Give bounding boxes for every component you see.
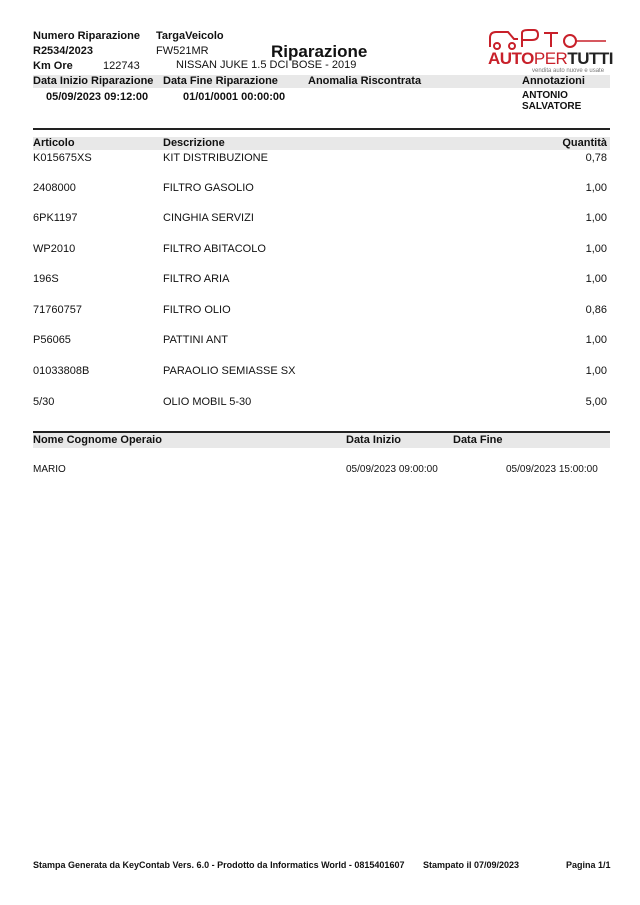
worker-start: 05/09/2023 09:00:00 — [346, 464, 438, 475]
row-code: WP2010 — [33, 243, 76, 255]
row-quantity: 1,00 — [585, 334, 607, 346]
row-quantity: 1,00 — [585, 273, 607, 285]
row-code: 01033808B — [33, 365, 90, 377]
repair-number-label: Numero Riparazione — [33, 30, 140, 42]
footer-page-number: Pagina 1/1 — [566, 860, 611, 870]
km-value: 122743 — [103, 60, 140, 72]
start-date-value: 05/09/2023 09:12:00 — [46, 91, 149, 103]
row-quantity: 1,00 — [585, 365, 607, 377]
repair-number-value: R2534/2023 — [33, 45, 93, 57]
plate-value: FW521MR — [156, 45, 209, 57]
row-description: PATTINI ANT — [163, 334, 228, 346]
footer-printed-date: Stampato il 07/09/2023 — [423, 860, 520, 870]
col-worker-end: Data Fine — [453, 434, 503, 446]
row-description: FILTRO ARIA — [163, 273, 230, 285]
worker-name: MARIO — [33, 464, 66, 475]
row-code: 71760757 — [33, 304, 82, 316]
row-code: K015675XS — [33, 152, 92, 164]
row-quantity: 1,00 — [585, 212, 607, 224]
row-code: 6PK1197 — [33, 212, 78, 224]
row-quantity: 5,00 — [585, 396, 607, 408]
footer-generated: Stampa Generata da KeyContab Vers. 6.0 - Prodotto da Informatics World - 0815401607 — [33, 860, 405, 870]
vehicle-model: NISSAN JUKE 1.5 DCI BOSE - 2019 — [176, 59, 357, 71]
notes-value-line2: SALVATORE — [522, 101, 582, 112]
row-quantity: 1,00 — [585, 182, 607, 194]
col-worker-name: Nome Cognome Operaio — [33, 434, 162, 446]
end-date-value: 01/01/0001 00:00:00 — [183, 91, 286, 103]
logo-tagline: vendita auto nuove e usate — [532, 68, 605, 74]
notes-label: Annotazioni — [522, 75, 585, 87]
row-description: FILTRO GASOLIO — [163, 182, 254, 194]
notes-value-line1: ANTONIO — [522, 90, 568, 101]
plate-label: TargaVeicolo — [156, 30, 224, 42]
col-article: Articolo — [33, 137, 75, 149]
col-worker-start: Data Inizio — [346, 434, 402, 446]
anomaly-label: Anomalia Riscontrata — [308, 75, 422, 87]
articles-top-rule — [33, 128, 610, 130]
row-description: OLIO MOBIL 5-30 — [163, 396, 252, 408]
start-date-label: Data Inizio Riparazione — [33, 75, 154, 87]
row-code: 196S — [33, 273, 59, 285]
km-label: Km Ore — [33, 60, 73, 72]
row-code: 2408000 — [33, 182, 76, 194]
row-description: PARAOLIO SEMIASSE SX — [163, 365, 296, 377]
row-quantity: 1,00 — [585, 243, 607, 255]
worker-end: 05/09/2023 15:00:00 — [506, 464, 598, 475]
row-quantity: 0,86 — [585, 304, 607, 316]
row-description: KIT DISTRIBUZIONE — [163, 152, 268, 164]
company-logo — [486, 27, 611, 77]
logo-wordmark: AUTOPERTUTTI — [488, 49, 613, 68]
row-quantity: 0,78 — [585, 152, 607, 164]
col-quantity: Quantità — [562, 137, 607, 149]
row-description: FILTRO ABITACOLO — [163, 243, 266, 255]
page-title: Riparazione — [271, 42, 368, 61]
row-code: P56065 — [33, 334, 71, 346]
car-outline-icon — [486, 27, 611, 51]
col-description: Descrizione — [163, 137, 225, 149]
row-description: FILTRO OLIO — [163, 304, 231, 316]
row-code: 5/30 — [33, 396, 55, 408]
end-date-label: Data Fine Riparazione — [163, 75, 278, 87]
row-description: CINGHIA SERVIZI — [163, 212, 254, 224]
